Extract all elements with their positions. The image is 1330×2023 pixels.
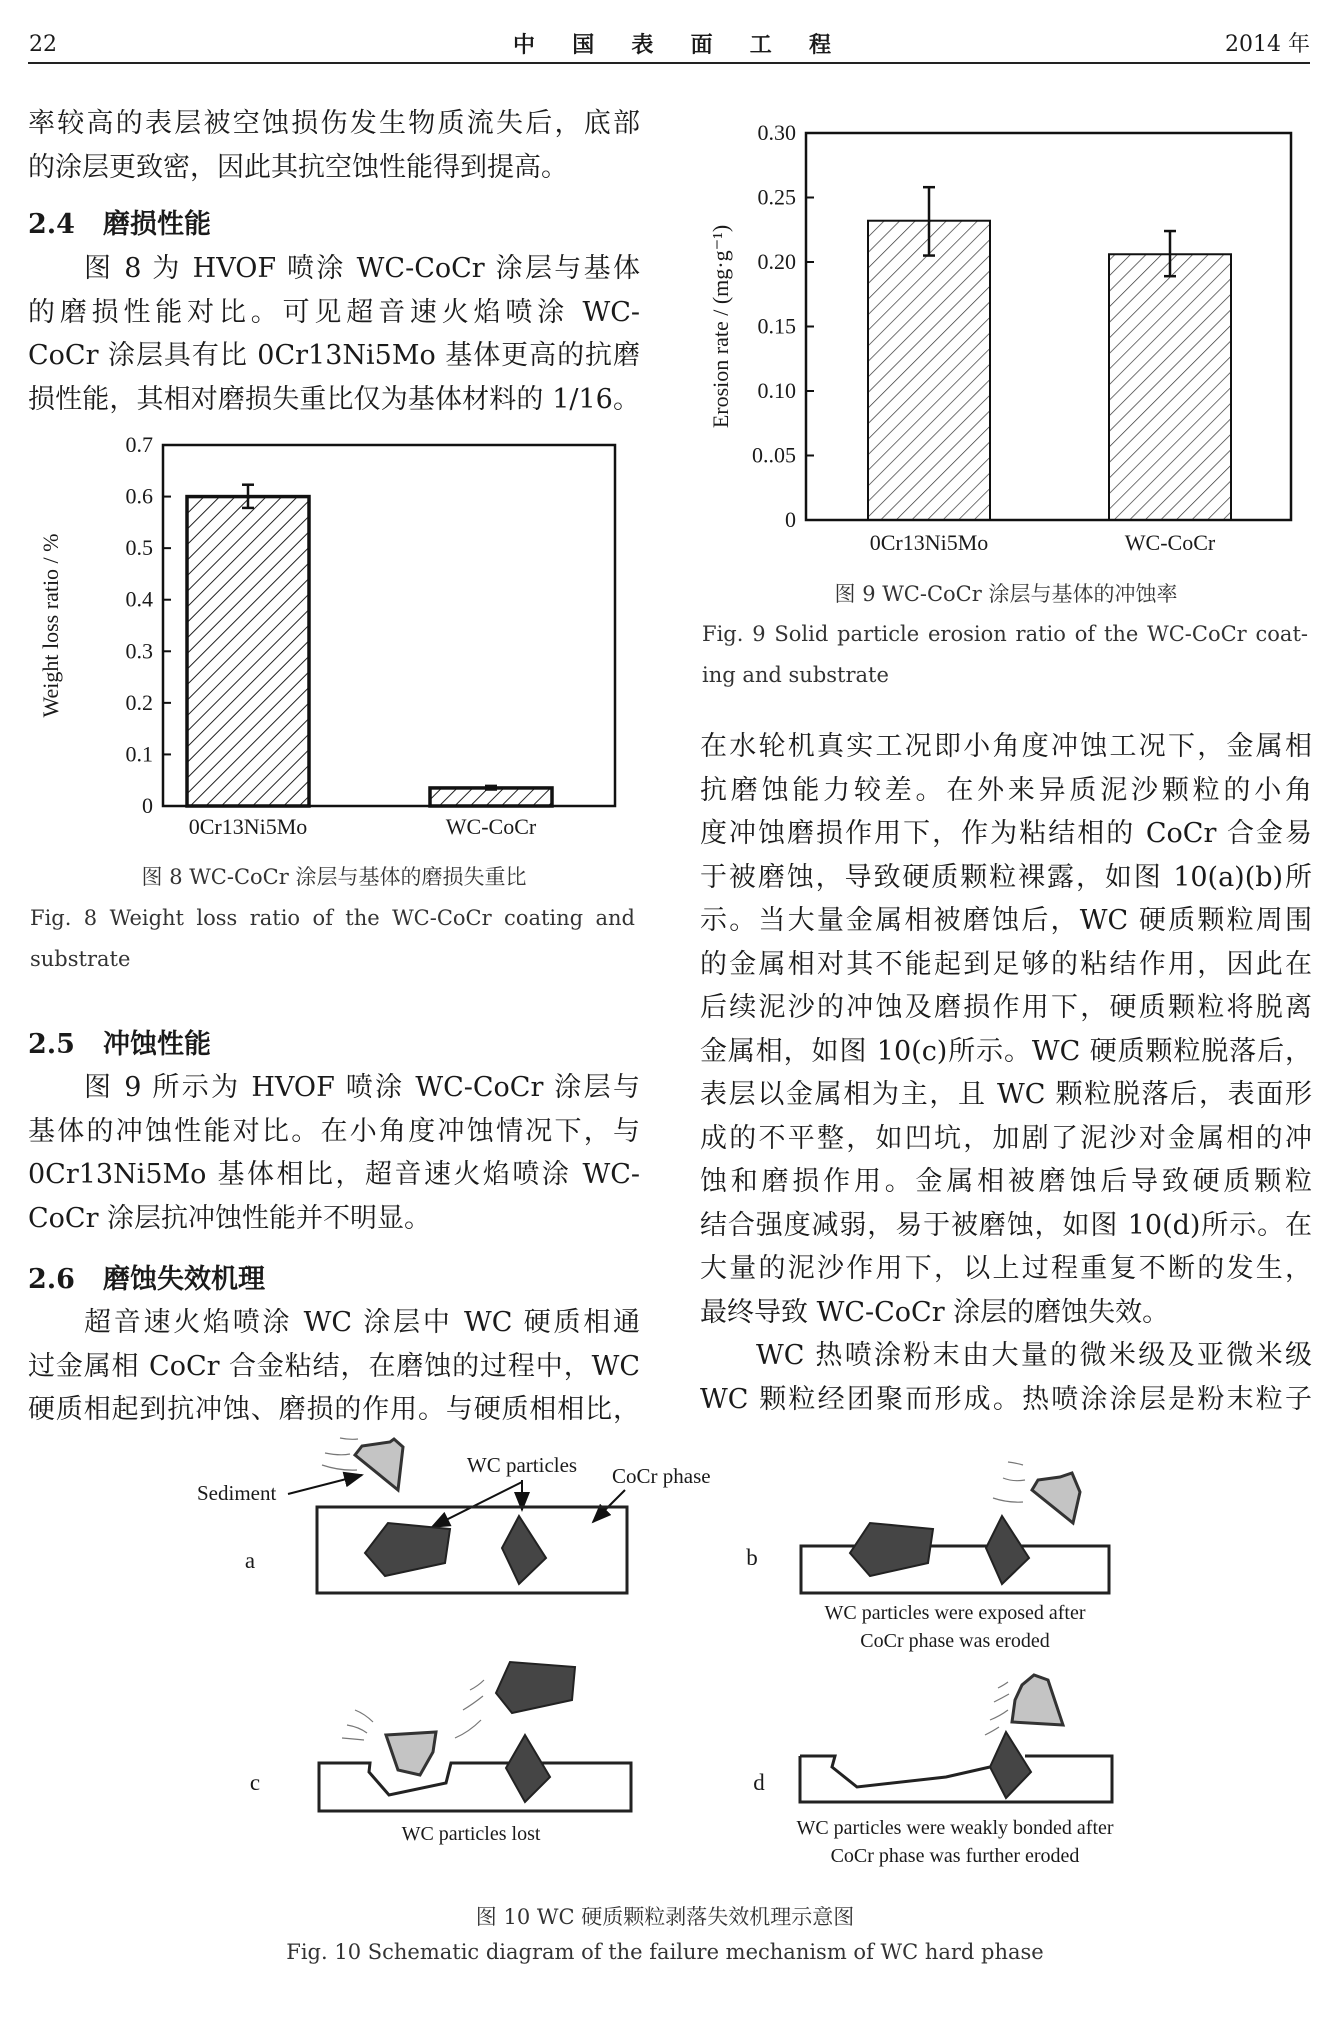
motion-lines — [322, 1438, 358, 1470]
caption-d-line1: WC particles were weakly bonded after — [796, 1817, 1114, 1839]
text-line: 抗磨蚀能力较差。在外来异质泥沙颗粒的小角 — [700, 774, 1312, 806]
figure8-caption-cn: 图 8 WC-CoCr 涂层与基体的磨损失重比 — [141, 865, 527, 889]
label-wc-particles: WC particles — [466, 1453, 578, 1477]
cocr-substrate — [801, 1546, 1109, 1593]
text-line: 表层以金属相为主，且 WC 颗粒脱落后，表面形 — [700, 1079, 1312, 1110]
wc-particle — [990, 1732, 1031, 1798]
caption-c: WC particles lost — [401, 1823, 541, 1845]
panel-label-c: c — [249, 1770, 261, 1795]
y-axis-label: Erosion rate / (mg·g⁻¹) — [708, 224, 733, 429]
text-line: 的金属相对其不能起到足够的粘结作用，因此在 — [700, 948, 1312, 980]
y-tick-label: 0.4 — [125, 586, 153, 612]
motion-lines — [342, 1680, 484, 1740]
text-line: 硬质相起到抗冲蚀、磨损的作用。与硬质相相比， — [28, 1394, 640, 1425]
section-number: 2.5 — [28, 1029, 75, 1060]
wc-particle-lost — [496, 1662, 575, 1713]
figure9-caption-cn: 图 9 WC-CoCr 涂层与基体的冲蚀率 — [834, 582, 1178, 606]
section-title: 磨蚀失效机理 — [103, 1264, 265, 1295]
text-line: 图 9 所示为 HVOF 喷涂 WC-CoCr 涂层与 — [84, 1072, 640, 1103]
journal-year: 2014 年 — [1225, 32, 1310, 57]
sediment-particle — [1032, 1473, 1080, 1523]
text-line: 基体的冲蚀性能对比。在小角度冲蚀情况下，与 — [28, 1115, 640, 1147]
figure8-caption-en-cont: substrate — [30, 947, 131, 971]
cocr-substrate-pitted — [319, 1763, 631, 1811]
text-line: 过金属相 CoCr 合金粘结，在磨蚀的过程中，WC — [28, 1350, 640, 1382]
text-line: 金属相，如图 10(c)所示。WC 硬质颗粒脱落后， — [700, 1035, 1312, 1067]
section-title: 冲蚀性能 — [103, 1029, 211, 1060]
text-line: 结合强度减弱，易于被磨蚀，如图 10(d)所示。在 — [700, 1209, 1312, 1241]
x-tick-label: 0Cr13Ni5Mo — [869, 530, 989, 555]
y-tick-label: 0.6 — [125, 483, 153, 509]
y-tick-label: 0.25 — [757, 184, 796, 210]
sediment-particle — [1012, 1675, 1063, 1725]
text-line: 在水轮机真实工况即小角度冲蚀工况下，金属相 — [700, 731, 1312, 762]
text-line: CoCr 涂层抗冲蚀性能并不明显。 — [28, 1202, 432, 1234]
y-tick-label: 0..05 — [752, 442, 796, 468]
text-line: 最终导致 WC-CoCr 涂层的磨蚀失效。 — [700, 1296, 1170, 1328]
figure10-caption-cn: 图 10 WC 硬质颗粒剥落失效机理示意图 — [475, 1905, 855, 1929]
cocr-substrate — [317, 1507, 627, 1593]
text-line: WC 颗粒经团聚而形成。热喷涂涂层是粉末粒子 — [700, 1383, 1312, 1415]
page-number: 22 — [29, 32, 57, 57]
sediment-particle — [386, 1732, 436, 1775]
panel-b — [746, 1462, 1109, 1652]
label-sediment: Sediment — [197, 1481, 277, 1505]
section-number: 2.4 — [28, 209, 75, 240]
y-tick-label: 0 — [785, 507, 796, 532]
motion-lines — [985, 1682, 1009, 1735]
text-line: 的涂层更致密，因此其抗空蚀性能得到提高。 — [28, 151, 568, 183]
y-tick-label: 0.5 — [125, 535, 153, 561]
motion-lines — [993, 1462, 1025, 1502]
text-line: 蚀和磨损作用。金属相被磨蚀后导致硬质颗粒 — [700, 1166, 1312, 1197]
text-line: 0Cr13Ni5Mo 基体相比，超音速火焰喷涂 WC- — [28, 1159, 640, 1190]
figure10-caption-en: Fig. 10 Schematic diagram of the failure mechanism of WC hard phase — [286, 1940, 1044, 1964]
y-tick-label: 0.2 — [125, 689, 153, 715]
text-line: 示。当大量金属相被磨蚀后，WC 硬质颗粒周围 — [700, 905, 1312, 936]
x-tick-label: WC-CoCr — [1124, 530, 1216, 555]
y-tick-label: 0.1 — [125, 741, 153, 767]
wc-particle — [365, 1523, 450, 1576]
x-tick-label: WC-CoCr — [445, 814, 537, 839]
label-cocr-phase: CoCr phase — [612, 1464, 711, 1488]
panel-label-d: d — [753, 1770, 765, 1795]
wc-particle — [850, 1523, 933, 1576]
text-line: 后续泥沙的冲蚀及磨损作用下，硬质颗粒将脱离 — [700, 992, 1312, 1023]
figure9-caption-en: Fig. 9 Solid particle erosion ratio of the WC-CoCr coat- — [702, 622, 1308, 646]
cocr-substrate-eroded — [800, 1756, 1112, 1802]
text-line: 率较高的表层被空蚀损伤发生物质流失后，底部 — [28, 108, 640, 139]
text-line: 大量的泥沙作用下，以上过程重复不断的发生， — [700, 1253, 1312, 1284]
caption-b-line2: CoCr phase was eroded — [860, 1630, 1050, 1652]
y-tick-label: 0.20 — [757, 249, 796, 274]
figure9-caption-en-cont: ing and substrate — [702, 663, 889, 687]
arrow — [432, 1482, 522, 1527]
wc-particle — [986, 1516, 1029, 1584]
panel-label-a: a — [244, 1548, 256, 1573]
text-line: 损性能，其相对磨损失重比仅为基体材料的 1/16。 — [28, 383, 640, 415]
caption-b-line1: WC particles were exposed after — [824, 1602, 1086, 1624]
y-tick-label: 0.30 — [757, 120, 796, 145]
caption-d-line2: CoCr phase was further eroded — [830, 1845, 1080, 1867]
journal-title: 中国表面工程 — [513, 32, 833, 58]
wc-particle — [502, 1516, 546, 1584]
y-tick-label: 0.10 — [757, 378, 796, 403]
panel-a — [197, 1438, 711, 1593]
text-line: WC 热喷涂粉末由大量的微米级及亚微米级 — [756, 1340, 1312, 1371]
section-title: 磨损性能 — [103, 209, 211, 240]
y-tick-label: 0.15 — [757, 313, 796, 339]
y-tick-label: 0 — [142, 793, 153, 818]
text-line: 于被磨蚀，导致硬质颗粒裸露，如图 10(a)(b)所 — [700, 861, 1312, 893]
panel-d — [753, 1675, 1114, 1867]
text-line: 超音速火焰喷涂 WC 涂层中 WC 硬质相通 — [84, 1307, 640, 1338]
figure8-caption-en: Fig. 8 Weight loss ratio of the WC-CoCr coating and — [30, 906, 635, 930]
panel-c — [250, 1662, 631, 1845]
text-line: 成的不平整，如凹坑，加剧了泥沙对金属相的冲 — [700, 1122, 1312, 1154]
arrow — [288, 1475, 362, 1494]
y-tick-label: 0.7 — [125, 432, 153, 457]
y-tick-label: 0.3 — [125, 638, 153, 664]
text-line: 图 8 为 HVOF 喷涂 WC-CoCr 涂层与基体 — [84, 253, 640, 284]
text-line: CoCr 涂层具有比 0Cr13Ni5Mo 基体更高的抗磨 — [28, 340, 640, 371]
panel-label-b: b — [746, 1545, 758, 1570]
section-number: 2.6 — [28, 1264, 75, 1295]
text-line: 的磨损性能对比。可见超音速火焰喷涂 WC- — [28, 296, 640, 328]
y-axis-label: Weight loss ratio / % — [38, 533, 63, 718]
x-tick-label: 0Cr13Ni5Mo — [188, 814, 308, 839]
sediment-particle — [355, 1439, 403, 1490]
text-line: 度冲蚀磨损作用下，作为粘结相的 CoCr 合金易 — [700, 818, 1312, 849]
